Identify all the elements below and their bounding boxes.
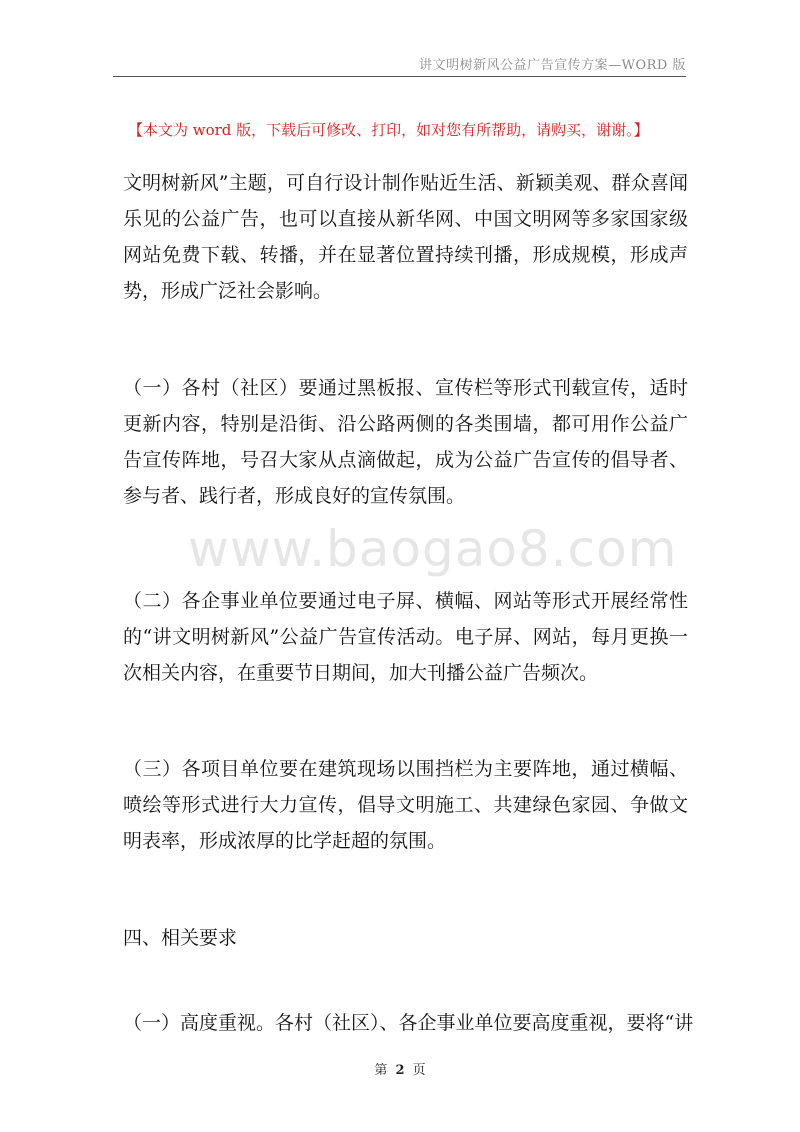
paragraph-intro: 文明树新风”主题，可自行设计制作贴近生活、新颖美观、群众喜闻乐见的公益广告，也可以直接从新华网、中国文明网等多家国家级网站免费下载、转播，并在显著位置持续刊播，形成规模，形成声势，形成广泛社会影响。	[123, 172, 688, 302]
watermark-text: www.baogao8.com	[188, 520, 678, 578]
section-heading-requirements: 四、相关要求	[123, 927, 238, 949]
header-title: 讲文明树新风公益广告宣传方案—WORD 版	[419, 58, 686, 73]
paragraph-project: （三）各项目单位要在建筑现场以围挡栏为主要阵地，通过横幅、喷绘等形式进行大力宣传，倡导文明施工、共建绿色家园、争做文明表率，形成浓厚的比学赶超的氛围。	[123, 758, 688, 852]
download-notice: 【本文为 word 版，下载后可修改、打印，如对您有所帮助，请购买，谢谢。】	[128, 121, 649, 139]
page-header	[113, 50, 686, 77]
paragraph-village: （一）各村（社区）要通过黑板报、宣传栏等形式刊载宣传，适时更新内容，特别是沿街、沿公路两侧的各类围墙，都可用作公益广告宣传阵地，号召大家从点滴做起，成为公益广告宣传的倡导者、参与者、践行者，形成良好的宣传氛围。	[123, 377, 688, 507]
page-number: 2	[395, 1063, 405, 1078]
page-footer	[0, 1059, 800, 1078]
footer-prefix: 第	[374, 1063, 388, 1078]
footer-suffix: 页	[412, 1063, 426, 1078]
paragraph-enterprise: （二）各企事业单位要通过电子屏、横幅、网站等形式开展经常性的“讲文明树新风”公益广告宣传活动。电子屏、网站，每月更换一次相关内容，在重要节日期间，加大刊播公益广告频次。	[123, 590, 688, 684]
paragraph-requirement-1: （一）高度重视。各村（社区）、各企事业单位要高度重视，要将“讲	[123, 1012, 694, 1034]
